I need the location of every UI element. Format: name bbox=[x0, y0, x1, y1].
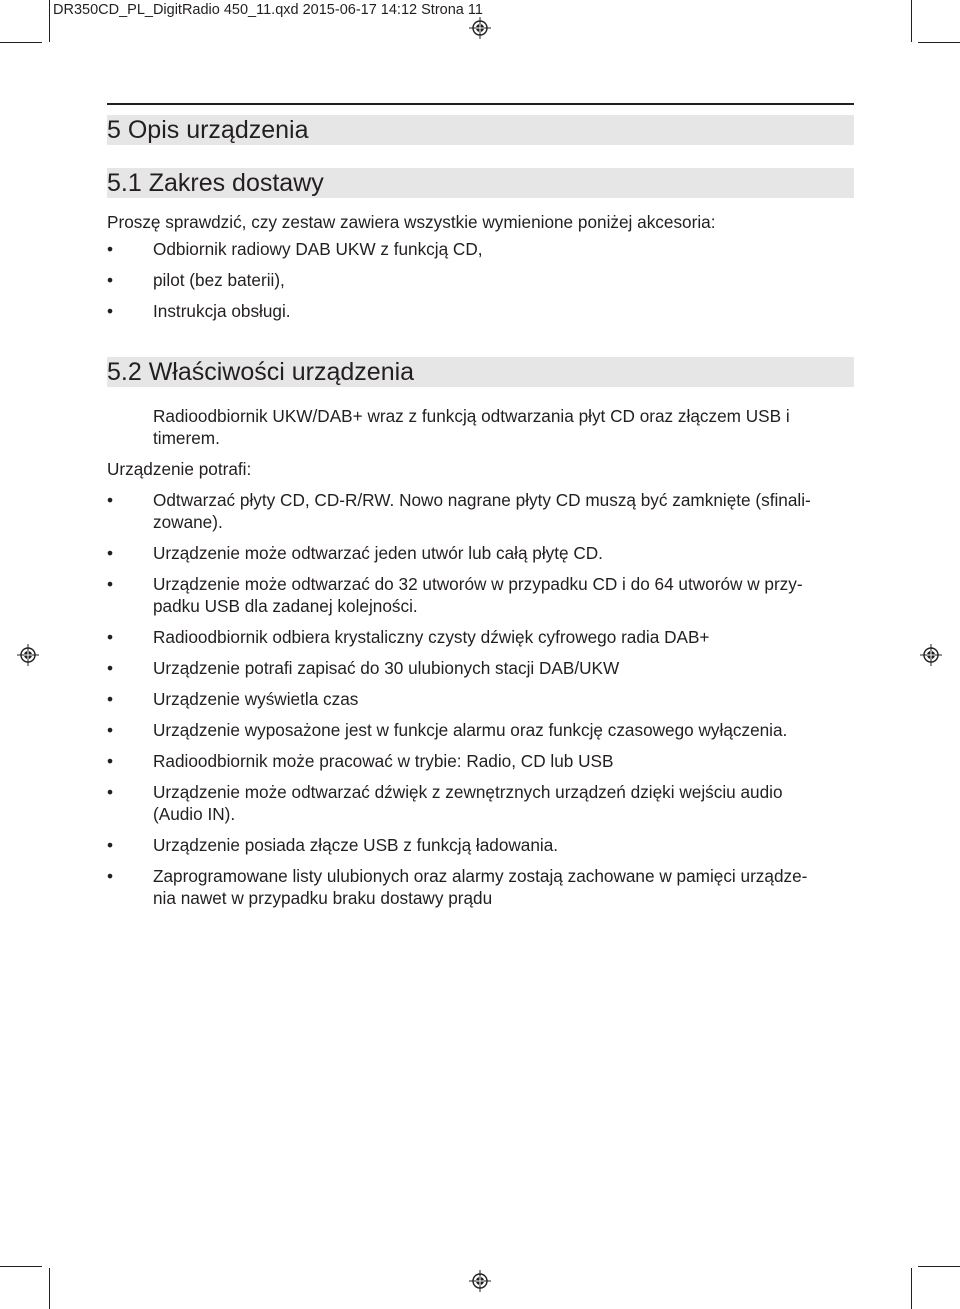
bullet-icon: • bbox=[107, 627, 114, 647]
list-item: • Urządzenie może odtwarzać do 32 utworów w przypadku CD i do 64 utworów w przy- padku USB dla zadanej kolejności. bbox=[107, 574, 803, 616]
section-5-1-intro: Proszę sprawdzić, czy zestaw zawiera wszystkie wymienione poniżej akcesoria: bbox=[107, 212, 716, 232]
list-item: • Urządzenie może odtwarzać dźwięk z zewnętrznych urządzeń dzięki wejściu audio (Audio IN). bbox=[107, 782, 783, 824]
bullet-icon: • bbox=[107, 689, 114, 709]
crop-mark-bottom-right-h bbox=[918, 1266, 960, 1267]
delivery-list bbox=[107, 238, 852, 322]
list-item: • Urządzenie wyposażone jest w funkcje alarmu oraz funkcję czasowego wyłączenia. bbox=[107, 720, 788, 740]
list-item: • Urządzenie posiada złącze USB z funkcją ładowania. bbox=[107, 835, 559, 855]
bullet-icon: • bbox=[107, 574, 114, 594]
bullet-icon: • bbox=[107, 751, 114, 771]
list-item: • pilot (bez baterii), bbox=[107, 270, 285, 290]
print-slug: DR350CD_PL_DigitRadio 450_11.qxd 2015-06-17 14:12 Strona 11 bbox=[53, 2, 483, 18]
list-item: • Instrukcja obsługi. bbox=[107, 301, 291, 321]
header-rule bbox=[107, 103, 854, 105]
section-5-1-heading bbox=[107, 168, 854, 198]
description-line: Radioodbiornik UKW/DAB+ wraz z funkcją odtwarzania płyt CD oraz złączem USB i bbox=[153, 406, 790, 426]
description-line: timerem. bbox=[153, 428, 220, 448]
registration-mark-top-icon bbox=[469, 17, 491, 39]
bullet-icon: • bbox=[107, 239, 114, 259]
crop-mark-bottom-left bbox=[49, 1268, 50, 1309]
bullet-icon: • bbox=[107, 658, 114, 678]
bullet-icon: • bbox=[107, 490, 114, 510]
capabilities-list bbox=[107, 489, 852, 909]
bullet-icon: • bbox=[107, 301, 114, 321]
section-5-heading bbox=[107, 115, 854, 145]
crop-mark-top-left-h bbox=[0, 42, 42, 43]
list-item: • Radioodbiornik może pracować w trybie: Radio, CD lub USB bbox=[107, 751, 614, 771]
section-5-2-title: 5.2 Właściwości urządzenia bbox=[107, 358, 415, 386]
section-5-2-description bbox=[153, 405, 853, 449]
list-item: • Urządzenie może odtwarzać jeden utwór lub całą płytę CD. bbox=[107, 543, 603, 563]
capabilities-label: Urządzenie potrafi: bbox=[107, 459, 252, 479]
list-item: • Odtwarzać płyty CD, CD-R/RW. Nowo nagrane płyty CD muszą być zamknięte (sfinali- zowane). bbox=[107, 490, 811, 532]
bullet-icon: • bbox=[107, 835, 114, 855]
registration-mark-right-icon bbox=[920, 644, 942, 666]
section-5-title: 5 Opis urządzenia bbox=[107, 116, 309, 144]
crop-mark-bottom-right bbox=[911, 1268, 912, 1309]
bullet-icon: • bbox=[107, 543, 114, 563]
bullet-icon: • bbox=[107, 866, 114, 886]
list-item: • Urządzenie potrafi zapisać do 30 ulubionych stacji DAB/UKW bbox=[107, 658, 620, 678]
list-item: • Zaprogramowane listy ulubionych oraz alarmy zostają zachowane w pamięci urządze- nia nawet w przypadku braku dostawy prądu bbox=[107, 866, 808, 908]
section-5-1-title: 5.1 Zakres dostawy bbox=[107, 169, 324, 197]
section-5-2-heading bbox=[107, 357, 854, 387]
list-item: • Radioodbiornik odbiera krystaliczny czysty dźwięk cyfrowego radia DAB+ bbox=[107, 627, 710, 647]
crop-mark-top-left bbox=[49, 0, 50, 42]
crop-mark-top-right-h bbox=[918, 42, 960, 43]
list-item: • Urządzenie wyświetla czas bbox=[107, 689, 359, 709]
crop-mark-top-right bbox=[911, 0, 912, 42]
crop-mark-bottom-left-h bbox=[0, 1266, 42, 1267]
bullet-icon: • bbox=[107, 270, 114, 290]
list-item: • Odbiornik radiowy DAB UKW z funkcją CD, bbox=[107, 239, 483, 259]
registration-mark-left-icon bbox=[17, 644, 39, 666]
bullet-icon: • bbox=[107, 720, 114, 740]
registration-mark-bottom-icon bbox=[469, 1270, 491, 1292]
bullet-icon: • bbox=[107, 782, 114, 802]
